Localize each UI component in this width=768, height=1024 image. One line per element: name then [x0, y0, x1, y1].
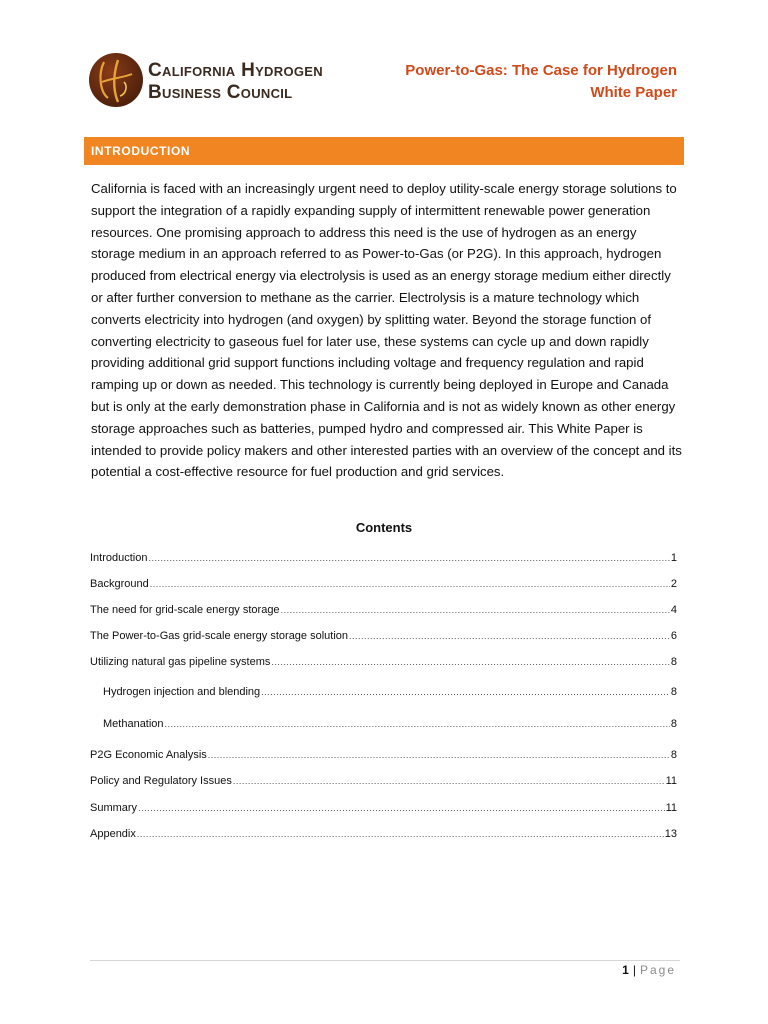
toc-leader-dots — [137, 829, 664, 839]
chbc-logo-icon — [88, 52, 144, 108]
toc-entry-page: 6 — [670, 630, 677, 642]
page-footer — [622, 963, 676, 977]
footer-separator: | — [632, 963, 636, 977]
contents-heading: Contents — [355, 520, 413, 535]
toc-entry-page: 11 — [665, 802, 677, 814]
document-title-line2: White Paper — [590, 84, 677, 101]
toc-entry-label: The Power-to-Gas grid-scale energy storage solution — [90, 630, 349, 642]
toc-leader-dots — [138, 803, 665, 813]
org-name-line1 — [148, 60, 323, 82]
toc-entry-page: 8 — [670, 749, 677, 761]
toc-entry-label: Policy and Regulatory Issues — [90, 775, 232, 787]
toc-leader-dots — [261, 687, 670, 697]
page-word: Page — [639, 963, 676, 977]
toc-leader-dots — [271, 657, 670, 667]
toc-entry-label: Appendix — [90, 828, 136, 840]
toc-entry-page: 1 — [670, 552, 677, 564]
toc-leader-dots — [208, 750, 670, 760]
section-heading: INTRODUCTION — [91, 144, 191, 158]
toc-entry-page: 8 — [670, 718, 677, 730]
toc-entry[interactable] — [90, 578, 677, 594]
toc-entry-label: Methanation — [103, 718, 164, 730]
toc-subentry[interactable] — [103, 686, 677, 702]
toc-leader-dots — [281, 605, 670, 615]
toc-entry-label: Background — [90, 578, 149, 590]
toc-entry-label: P2G Economic Analysis — [90, 749, 207, 761]
org-name-line2 — [148, 82, 292, 104]
toc-entry[interactable] — [90, 656, 677, 672]
toc-leader-dots — [150, 579, 670, 589]
page-number: 1 — [622, 963, 629, 977]
document-title-line1: Power-to-Gas: The Case for Hydrogen — [405, 62, 677, 79]
toc-entry[interactable] — [90, 802, 677, 818]
toc-leader-dots — [233, 776, 665, 786]
org-name-line2-text: Business Council — [148, 82, 293, 103]
toc-entry[interactable] — [90, 775, 677, 791]
toc-leader-dots — [165, 719, 670, 729]
intro-paragraph: California is faced with an increasingly urgent need to deploy utility-scale energy storage solutions to support the integration of a rapidly expanding supply of intermittent renewable power generation resources. One promising approach to address this need is the use of hydrogen as an energy storage medium in an approach referred to as Power-to-Gas (or P2G). In this approach, hydrogen produced from electrical energy via electrolysis is used as an energy storage medium either directly or after further conversion to methane as the carrier. Electrolysis is a mature technology which converts electricity into hydrogen (and oxygen) by splitting water. Beyond the storage function of converting electricity to gaseous fuel for later use, these systems can cycle up and down rapidly providing additional grid support functions including voltage and frequency regulation and rapid ramping up or down as needed. This technology is currently being deployed in Europe and Canada but is only at the early demonstration phase in California and is not as widely known as other energy storage approaches such as batteries, pumped hydro and compressed air. This White Paper is intended to provide policy makers and other interested parties with an overview of the concept and its potential a cost-effective resource for fuel production and grid services. — [91, 181, 682, 480]
toc-entry-label: The need for grid-scale energy storage — [90, 604, 280, 616]
toc-entry[interactable] — [90, 828, 677, 844]
toc-entry-label: Utilizing natural gas pipeline systems — [90, 656, 271, 668]
toc-leader-dots — [349, 631, 670, 641]
toc-entry-label: Summary — [90, 802, 138, 814]
toc-entry-page: 13 — [664, 828, 677, 840]
toc-entry-page: 2 — [670, 578, 677, 590]
toc-entry-page: 4 — [670, 604, 677, 616]
org-name-line1-text: California Hydrogen — [148, 60, 323, 81]
toc-entry[interactable] — [90, 604, 677, 620]
footer-divider — [90, 960, 680, 961]
toc-entry-page: 11 — [665, 775, 677, 787]
section-heading-band — [84, 137, 684, 165]
toc-entry[interactable] — [90, 749, 677, 765]
toc-entry-page: 8 — [670, 686, 677, 698]
toc-entry-label: Hydrogen injection and blending — [103, 686, 261, 698]
toc-leader-dots — [148, 553, 669, 563]
toc-entry[interactable] — [90, 630, 677, 646]
toc-entry-label: Introduction — [90, 552, 148, 564]
toc-entry[interactable] — [90, 552, 677, 568]
toc-subentry[interactable] — [103, 718, 677, 734]
toc-entry-page: 8 — [670, 656, 677, 668]
